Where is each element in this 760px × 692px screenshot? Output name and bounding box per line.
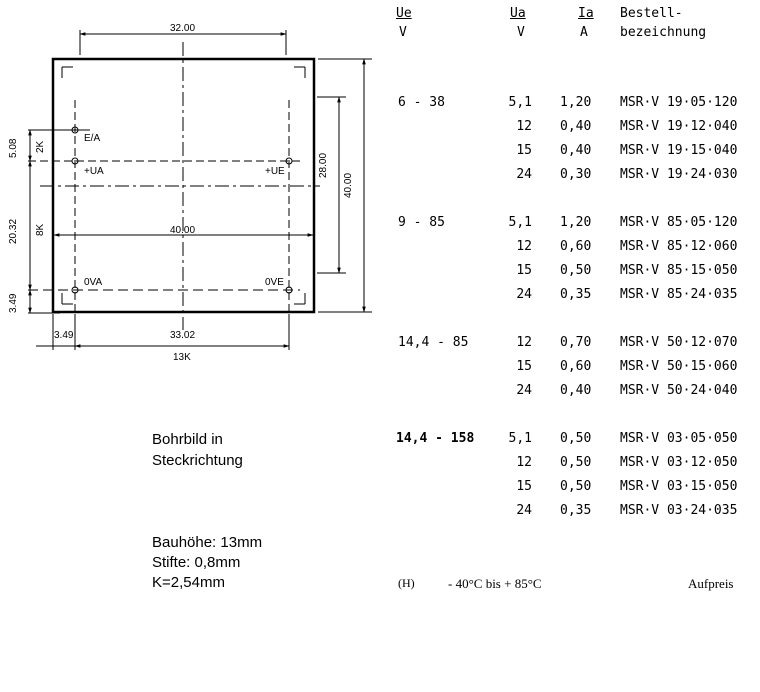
note-k: K=2,54mm: [152, 574, 225, 591]
note-bohrbild-1: Bohrbild in: [152, 431, 223, 448]
row-ua: 12: [516, 455, 532, 470]
row-ua: 12: [516, 119, 532, 134]
pinout-drawing: [0, 0, 380, 380]
row-code: MSR·V 85·12·060: [620, 239, 738, 254]
row-code: MSR·V 50·24·040: [620, 383, 738, 398]
row-ia: 0,70: [560, 335, 592, 350]
pin-label-0va: 0VA: [84, 277, 103, 288]
dim-width: 40.00: [170, 225, 196, 236]
group-range: 6 - 38: [398, 95, 445, 110]
row-ua: 15: [516, 143, 532, 158]
group-range: 9 - 85: [398, 215, 445, 230]
footer-aufpreis: Aufpreis: [688, 576, 734, 591]
dim-left-1k: 2K: [35, 140, 46, 153]
dim-right-inner: 28.00: [318, 152, 329, 178]
header-bestell-1: Bestell-: [620, 6, 683, 21]
dim-right-outer: 40.00: [343, 172, 354, 198]
row-ua: 24: [516, 503, 532, 518]
dim-left-offset: 3.49: [54, 330, 74, 341]
footer-h: (H): [398, 576, 415, 590]
row-ua: 24: [516, 167, 532, 182]
row-code: MSR·V 85·24·035: [620, 287, 738, 302]
row-ia: 0,60: [560, 359, 592, 374]
row-code: MSR·V 19·15·040: [620, 143, 738, 158]
row-ua: 24: [516, 287, 532, 302]
row-code: MSR·V 03·24·035: [620, 503, 738, 518]
row-ua: 24: [516, 383, 532, 398]
dim-left-2: 20.32: [8, 218, 19, 244]
header-ue-unit: V: [399, 25, 407, 40]
row-ua: 5,1: [508, 431, 532, 446]
dim-top: 32.00: [170, 23, 196, 34]
row-ia: 0,40: [560, 119, 592, 134]
row-code: MSR·V 03·12·050: [620, 455, 738, 470]
row-ua: 15: [516, 359, 532, 374]
group-range: 14,4 - 158: [396, 431, 475, 446]
dim-left-2k: 8K: [35, 223, 46, 236]
header-ia-unit: A: [580, 25, 588, 40]
row-ia: 0,50: [560, 431, 592, 446]
row-ua: 15: [516, 479, 532, 494]
row-ia: 0,60: [560, 239, 592, 254]
pin-label-ea: E/A: [84, 133, 101, 144]
row-ia: 0,35: [560, 287, 592, 302]
note-bohrbild-2: Steckrichtung: [152, 452, 243, 469]
header-bestell-2: bezeichnung: [620, 25, 707, 40]
row-code: MSR·V 03·15·050: [620, 479, 738, 494]
row-code: MSR·V 19·12·040: [620, 119, 738, 134]
row-ia: 0,35: [560, 503, 592, 518]
dim-left-1: 5.08: [8, 138, 19, 158]
dim-bottom-grid: 13K: [173, 352, 191, 363]
pin-label-0ve: 0VE: [265, 277, 284, 288]
row-ua: 12: [516, 335, 532, 350]
row-code: MSR·V 19·05·120: [620, 95, 738, 110]
row-code: MSR·V 85·05·120: [620, 215, 738, 230]
row-ia: 0,30: [560, 167, 592, 182]
row-code: MSR·V 50·15·060: [620, 359, 738, 374]
row-ua: 15: [516, 263, 532, 278]
row-ia: 0,40: [560, 143, 592, 158]
row-code: MSR·V 19·24·030: [620, 167, 738, 182]
row-ia: 0,50: [560, 479, 592, 494]
row-ia: 0,50: [560, 455, 592, 470]
note-stifte: Stifte: 0,8mm: [152, 554, 241, 571]
header-ua: Ua: [510, 6, 526, 21]
row-ua: 5,1: [508, 215, 532, 230]
row-ia: 0,50: [560, 263, 592, 278]
group-range: 14,4 - 85: [398, 335, 469, 350]
dim-left-3: 3.49: [8, 293, 19, 313]
row-ua: 12: [516, 239, 532, 254]
header-ia: Ia: [578, 6, 594, 21]
dim-bottom-inner: 33.02: [170, 330, 196, 341]
row-code: MSR·V 50·12·070: [620, 335, 738, 350]
footer-temp: - 40°C bis + 85°C: [448, 576, 542, 591]
row-code: MSR·V 03·05·050: [620, 431, 738, 446]
note-bauhoehe: Bauhöhe: 13mm: [152, 534, 263, 551]
row-code: MSR·V 85·15·050: [620, 263, 738, 278]
row-ua: 5,1: [508, 95, 532, 110]
row-ia: 1,20: [560, 215, 592, 230]
header-ua-unit: V: [517, 25, 525, 40]
header-ue: Ue: [396, 6, 412, 21]
row-ia: 1,20: [560, 95, 592, 110]
pin-label-plus-ue: +UE: [265, 166, 285, 177]
row-ia: 0,40: [560, 383, 592, 398]
pin-label-plus-ua: +UA: [84, 166, 104, 177]
